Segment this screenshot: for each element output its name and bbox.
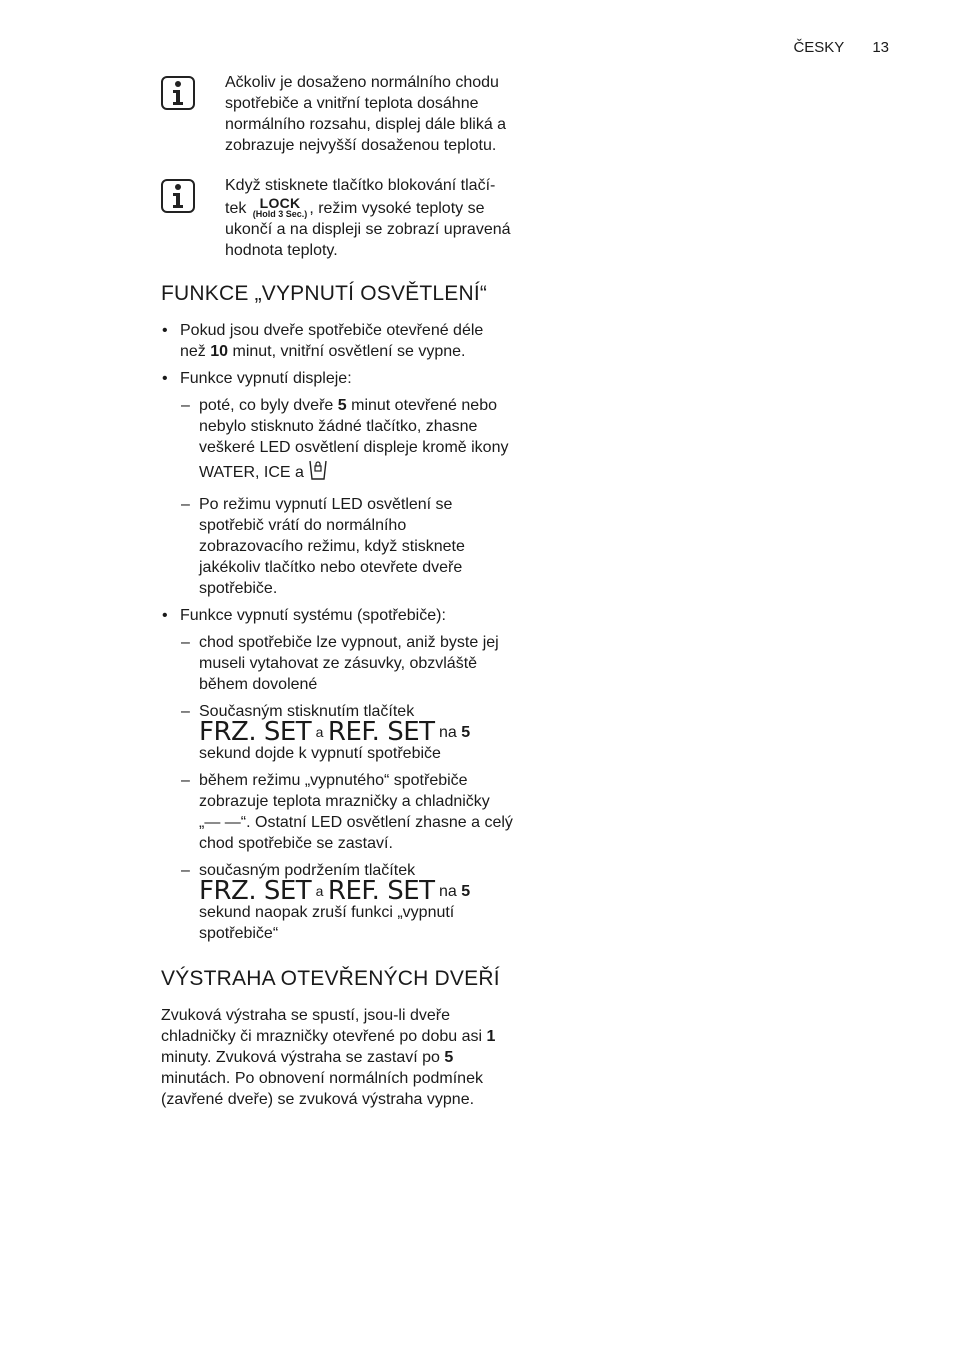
text: minuty. Zvuková výstraha se zastaví po	[161, 1049, 440, 1066]
text: poté, co byly dveře	[199, 397, 334, 414]
lock-key-main: LOCK	[259, 195, 301, 211]
note-text-before: Když stisknete tlačítko blokování tlačí-tek	[225, 177, 496, 217]
door-alarm-paragraph	[161, 1005, 513, 1110]
list-item	[161, 368, 513, 599]
text: Současným stisknutím tlačítek	[199, 703, 415, 720]
text: sekund dojde k vypnutí spotřebiče	[199, 745, 441, 762]
page-header	[793, 39, 889, 56]
text: Zvuková výstraha se spustí, jsou-li dveře chladničky či mrazničky otevřené po dobu asi	[161, 1007, 483, 1045]
text: Funkce vypnutí displeje:	[180, 370, 352, 387]
lock-key-label	[253, 196, 308, 219]
number: 5	[461, 724, 471, 741]
sub-list-item	[180, 632, 513, 695]
info-icon	[161, 179, 195, 213]
conjunction: a	[315, 883, 324, 899]
text: minut, vnitřní osvětlení se vypne.	[232, 343, 466, 360]
number: 5	[444, 1049, 454, 1066]
ref-set-key: REF. SET	[327, 717, 435, 747]
info-note-1	[161, 72, 513, 156]
sub-list-item	[180, 860, 513, 944]
note-text-after: , režim vysoké teploty se ukončí a na displeji se zobrazí upravená hodnota teploty.	[225, 200, 511, 259]
text: na	[438, 724, 457, 741]
lock-key-sub: (Hold 3 Sec.)	[252, 209, 308, 219]
page-number: 13	[872, 39, 889, 56]
info-note-2	[161, 175, 513, 261]
section-title-light-off: FUNKCE „VYPNUTÍ OSVĚTLENÍ“	[161, 282, 488, 305]
text: minut otevřené nebo nebylo stisknuto žádné tlačítko, zhasne veškeré LED osvětlení displeje kromě ikony WATER, ICE a	[199, 397, 509, 481]
conjunction: a	[315, 724, 324, 740]
sub-list-item	[180, 494, 513, 599]
text: současným podržením tlačítek	[199, 862, 416, 879]
number: 5	[337, 397, 347, 414]
info-icon	[161, 76, 195, 110]
sub-list	[180, 632, 513, 944]
ref-set-key: REF. SET	[327, 876, 435, 906]
note-text: Ačkoliv je dosaženo normálního chodu spotřebiče a vnitřní teplota dosáhne normálního rozsahu, displej dále bliká a zobrazuje nejvyšší dosaženou teplotu.	[225, 74, 507, 154]
text: Funkce vypnutí systému (spotřebiče):	[180, 607, 446, 624]
number: 1	[486, 1028, 496, 1045]
list-item	[161, 320, 513, 362]
text: Po režimu vypnutí LED osvětlení se spotřebič vrátí do normálního zobrazovacího režimu, když stisknete jakékoliv tlačítko nebo otevřete dveře spotřebiče.	[199, 496, 465, 597]
sub-list-item	[180, 701, 513, 764]
list-item	[161, 605, 513, 944]
page-content	[161, 72, 513, 1110]
number: 5	[461, 883, 471, 900]
section-title-door-alarm: VÝSTRAHA OTEVŘENÝCH DVEŘÍ	[161, 967, 500, 990]
text: během režimu „vypnutého“ spotřebiče zobrazuje teplota mrazničky a chladničky „— —“. Ostatní LED osvětlení zhasne a celý chod spotřebiče se zastaví.	[199, 772, 513, 852]
sub-list	[180, 395, 513, 599]
number: 10	[210, 343, 229, 360]
text: na	[438, 883, 457, 900]
frz-set-key: FRZ. SET	[199, 876, 312, 906]
text: chod spotřebiče lze vypnout, aniž byste jej museli vytahovat ze zásuvky, obzvláště během dovolené	[199, 634, 499, 693]
text: minutách. Po obnovení normálních podmínek (zavřené dveře) se zvuková výstraha vypne.	[161, 1070, 483, 1108]
sub-list-item	[180, 770, 513, 854]
text: sekund naopak zruší funkci „vypnutí spotřebiče“	[199, 904, 455, 942]
frz-set-key: FRZ. SET	[199, 717, 312, 747]
sub-list-item	[180, 395, 513, 488]
lock-icon	[308, 458, 328, 488]
text: Pokud jsou dveře spotřebiče otevřené déle než	[180, 322, 484, 360]
light-off-list	[161, 320, 513, 944]
language-label: ČESKY	[793, 39, 845, 56]
